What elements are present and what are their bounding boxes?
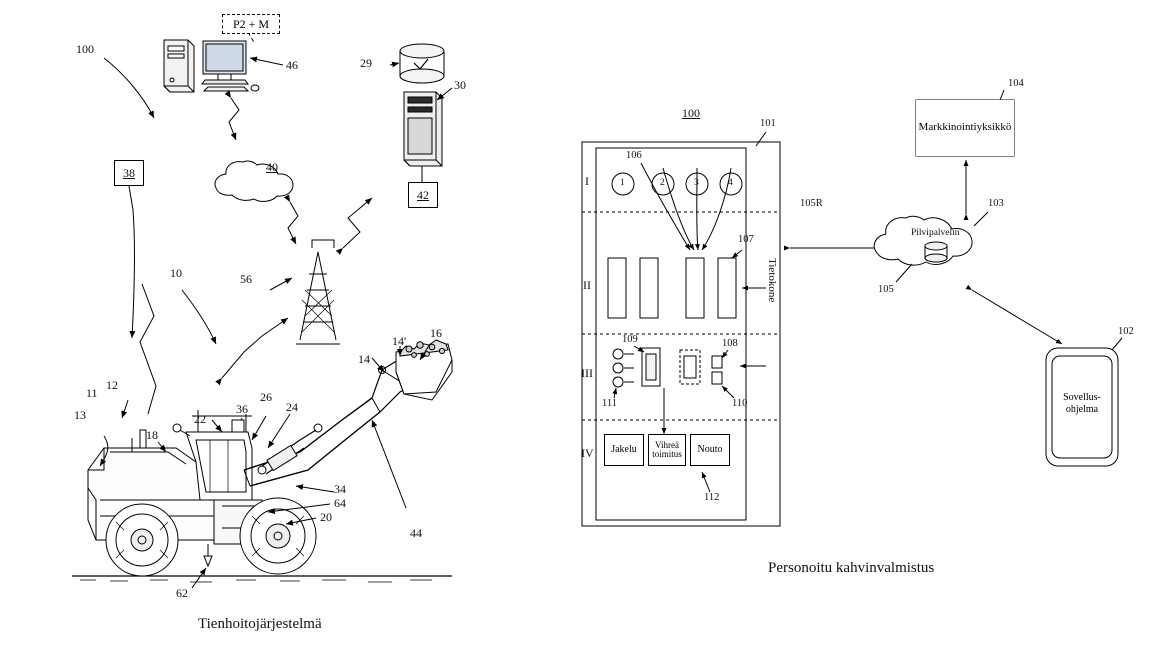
machine-label: Tietokone (766, 258, 778, 303)
ref-r112: 112 (704, 492, 720, 503)
ref-10: 10 (170, 266, 182, 280)
ref-r109: 109 (622, 334, 638, 345)
ref-r105: 105 (878, 284, 894, 295)
ref-29: 29 (360, 56, 372, 70)
ref-12: 12 (106, 378, 118, 392)
row-label-II: II (583, 278, 591, 292)
right-figure-caption: Personoitu kahvinvalmistus (768, 560, 935, 576)
cup-label-3: 3 (694, 178, 699, 188)
row-label-III: III (581, 366, 593, 380)
button-nouto[interactable]: Nouto (690, 434, 730, 466)
cup-label-4: 4 (728, 178, 733, 188)
ref-64: 64 (334, 496, 346, 510)
ref-56: 56 (240, 272, 252, 286)
button-vihrea-line2: toimitus (652, 449, 682, 459)
ref-24: 24 (286, 400, 298, 414)
ref-r104: 104 (1008, 78, 1024, 89)
app-program-line2: ohjelma (1065, 404, 1099, 415)
row-label-IV: IV (581, 446, 594, 460)
ref-r110: 110 (732, 398, 748, 409)
ref-14-prime: 14' (392, 334, 407, 348)
ref-r100: 100 (682, 106, 700, 120)
ref-20: 20 (320, 510, 332, 524)
ref-11: 11 (86, 386, 98, 400)
label-p2m: P2 + M (222, 14, 280, 34)
ref-38: 38 (123, 165, 135, 180)
app-program-line1: Sovellus- (1063, 392, 1101, 403)
ref-100: 100 (76, 42, 94, 56)
ref-42: 42 (417, 187, 429, 202)
ref-r105r: 105R (800, 198, 823, 209)
left-figure-caption: Tienhoitojärjestelmä (198, 616, 322, 632)
ref-r107: 107 (738, 234, 754, 245)
ref-16: 16 (430, 326, 442, 340)
ref-r106: 106 (626, 150, 642, 161)
ref-r108: 108 (722, 338, 738, 349)
app-program-label (1052, 392, 1112, 416)
button-vihrea-line1: Vihreä (655, 439, 679, 450)
ref-14: 14 (358, 352, 370, 366)
ref-62: 62 (176, 586, 188, 600)
ref-r103: 103 (988, 198, 1004, 209)
ref-r102: 102 (1118, 326, 1134, 337)
ref-r101: 101 (760, 118, 776, 129)
row-label-I: I (585, 174, 589, 188)
ref-r111: 111 (602, 398, 617, 409)
cup-label-2: 2 (660, 178, 665, 188)
ref-44: 44 (410, 526, 422, 540)
marketing-unit-box: Markkinointiyksikkö (916, 100, 1014, 156)
ref-40: 40 (266, 160, 278, 174)
cup-label-1: 1 (620, 178, 625, 188)
ref-34: 34 (334, 482, 346, 496)
ref-30: 30 (454, 78, 466, 92)
ref-13: 13 (74, 408, 86, 422)
button-jakelu[interactable]: Jakelu (604, 434, 644, 466)
button-vihrea-toimitus[interactable] (648, 434, 686, 466)
cloud-server-label: Pilvipalvelin (911, 228, 960, 238)
ref-18: 18 (146, 428, 158, 442)
ref-36: 36 (236, 402, 248, 416)
ref-46: 46 (286, 58, 298, 72)
ref-26: 26 (260, 390, 272, 404)
ref-22: 22 (194, 412, 206, 426)
